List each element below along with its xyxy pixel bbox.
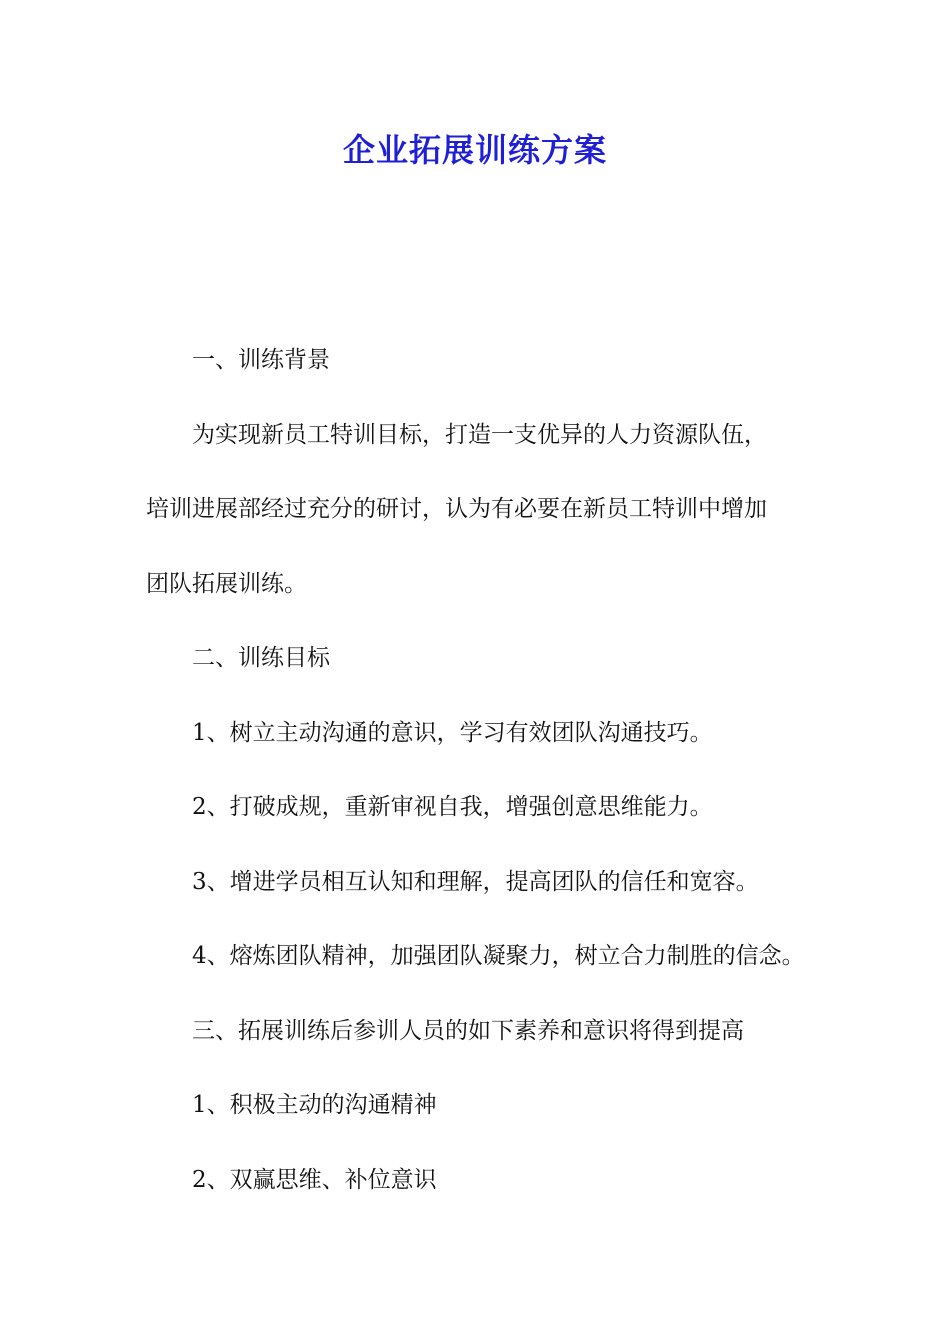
list-item: 4、熔炼团队精神，加强团队凝聚力，树立合力制胜的信念。 xyxy=(192,943,805,969)
paragraph-line: 团队拓展训练。 xyxy=(146,571,307,597)
document-title: 企业拓展训练方案 xyxy=(342,131,607,169)
list-item: 3、增进学员相互认知和理解，提高团队的信任和宽容。 xyxy=(192,869,759,895)
section-heading-background: 一、训练背景 xyxy=(192,347,330,373)
list-item: 1、积极主动的沟通精神 xyxy=(192,1092,437,1118)
list-item: 1、树立主动沟通的意识，学习有效团队沟通技巧。 xyxy=(192,720,713,746)
section-heading-goals: 二、训练目标 xyxy=(192,645,330,671)
list-item: 2、双赢思维、补位意识 xyxy=(192,1167,437,1193)
list-item: 2、打破成规，重新审视自我，增强创意思维能力。 xyxy=(192,794,713,820)
paragraph-line: 培训进展部经过充分的研讨，认为有必要在新员工特训中增加 xyxy=(146,496,767,522)
section-heading-outcomes: 三、拓展训练后参训人员的如下素养和意识将得到提高 xyxy=(192,1018,744,1044)
paragraph-line: 为实现新员工特训目标，打造一支优异的人力资源队伍， xyxy=(192,422,767,448)
